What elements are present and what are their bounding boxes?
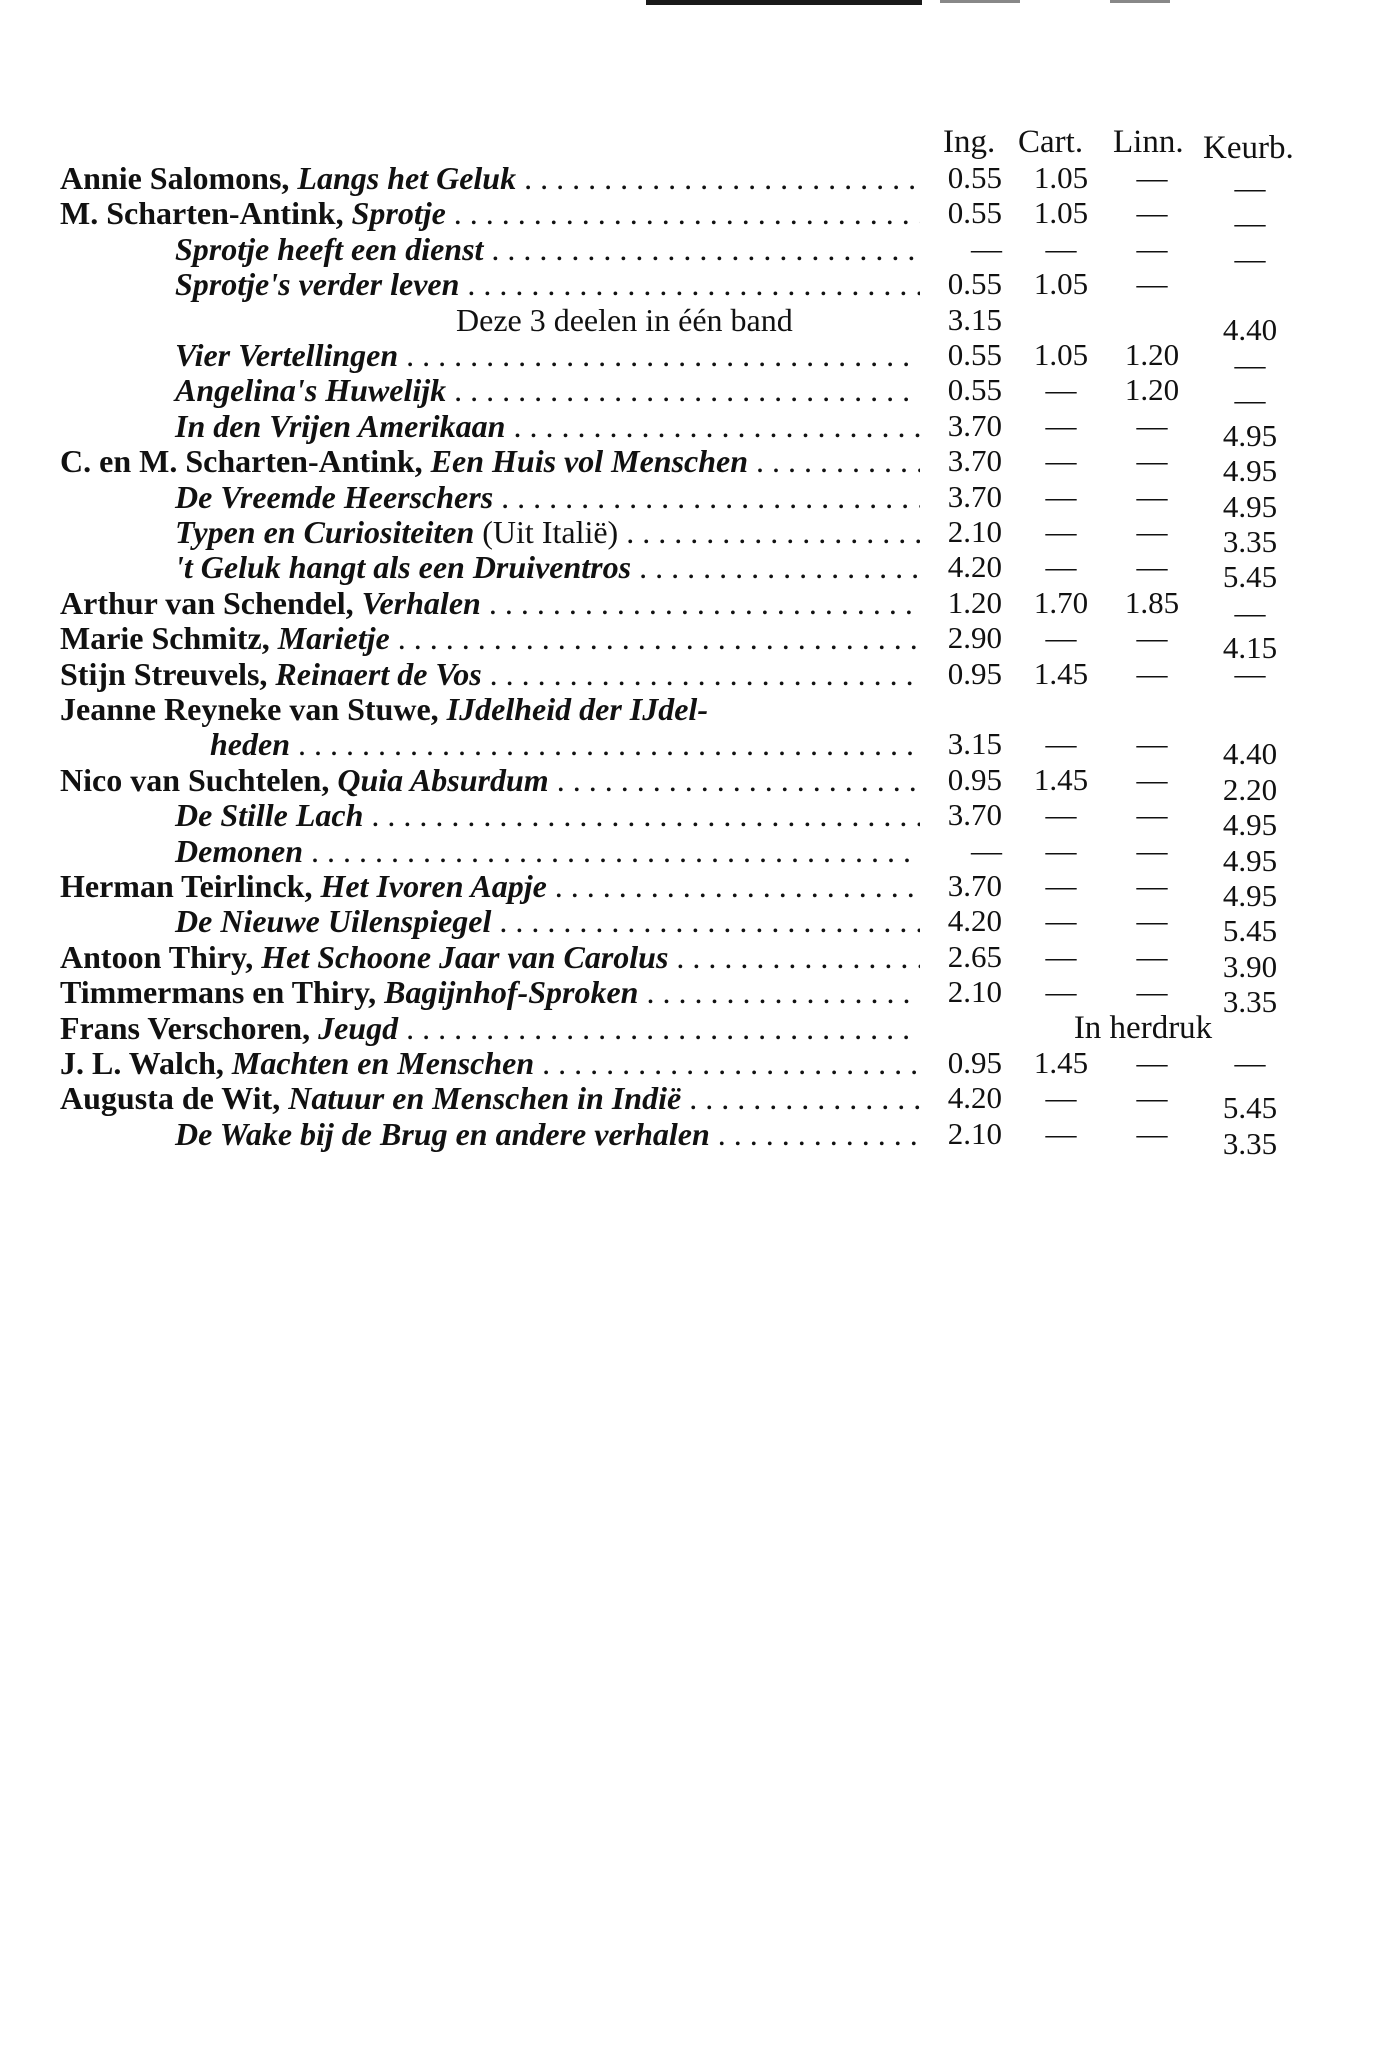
book-title: Angelina's Huwelijk [175,372,447,409]
price-linn: — [1136,549,1168,585]
dot-leader [549,762,920,798]
price-linn: — [1136,1115,1168,1151]
catalog-row [60,337,1360,382]
catalog-row [60,443,1360,489]
book-title: De Vreemde Heerschers [175,478,494,515]
price-linn: — [1136,478,1168,514]
dot-leader [710,1116,920,1152]
dot-leader [491,903,920,939]
price-cart: — [1045,372,1077,408]
entry-text [60,337,920,373]
catalog-row [60,407,1360,453]
price-linn: — [1136,938,1168,974]
price-ing: 4.20 [947,1080,1002,1116]
book-title: In den Vrijen Amerikaan [175,407,506,444]
price-keurb: 3.90 [1222,948,1278,984]
price-keurb: — [1234,347,1266,382]
price-linn: — [1136,832,1168,868]
entry-text [60,195,920,231]
price-ing: 1.20 [947,584,1002,620]
price-keurb: 4.40 [1222,736,1278,772]
price-linn: — [1136,868,1168,903]
dot-leader [638,974,920,1010]
price-ing: 3.70 [947,407,1002,443]
price-cart: — [1045,1080,1077,1116]
dot-leader [547,868,920,904]
dot-leader [481,585,920,621]
price-ing: 0.55 [947,160,1002,195]
price-cart: — [1045,726,1077,762]
book-title: IJdelheid der IJdel- [446,691,708,727]
dot-leader [516,160,920,196]
price-cart: — [1045,938,1077,974]
book-title: Verhalen [361,584,481,621]
dot-leader [446,195,920,231]
price-keurb: 4.15 [1222,630,1278,666]
price-ing: 3.70 [947,478,1002,514]
dot-leader [631,549,920,585]
dot-leader [398,337,920,373]
price-cart: — [1045,1115,1077,1151]
price-linn: — [1136,1045,1168,1080]
author-name: Jeanne Reyneke van Stuwe, [60,691,439,727]
price-keurb: 4.95 [1222,842,1278,878]
price-keurb: — [1234,1045,1266,1080]
entry-text [60,974,920,1010]
book-title: Het Schoone Jaar van Carolus [261,938,669,975]
price-ing: 3.15 [947,726,1002,762]
price-cart: — [1045,868,1077,903]
entry-text [60,833,920,869]
dot-leader [483,231,920,267]
price-keurb: 5.45 [1222,913,1278,949]
entry-text [60,266,920,302]
dot-leader [618,514,920,550]
column-header-row [60,124,1360,166]
price-keurb: 5.45 [1222,559,1278,595]
book-title: Natuur en Menschen in Indië [288,1080,682,1117]
author-name: Stijn Streuvels, [60,655,268,692]
author-name: Timmermans en Thiry, [60,974,377,1011]
column-header-linn: Linn. [1113,124,1184,160]
dot-leader [390,620,920,656]
price-cart: — [1045,903,1077,939]
entry-text [60,585,920,621]
book-title: Sprotje's verder leven [175,266,460,303]
catalog-row [60,691,1360,727]
dot-leader [459,266,920,302]
author-name: M. Scharten-Antink, [60,195,344,232]
book-title: Demonen [175,832,303,869]
price-ing: 0.55 [947,195,1002,231]
book-title: Reinaert de Vos [275,655,482,692]
author-name: Nico van Suchtelen, [60,761,330,798]
price-cart: 1.05 [1033,266,1089,302]
price-cart: 1.05 [1033,195,1089,231]
entry-text [60,479,920,515]
price-keurb: 4.95 [1222,417,1278,453]
price-linn: — [1136,1080,1168,1116]
catalog-row [60,974,1360,1020]
price-ing: 2.10 [947,974,1002,1010]
catalog-row [60,832,1360,878]
catalog-row [60,230,1360,276]
book-title: Typen en Curiositeiten [175,514,475,550]
price-cart: 1.05 [1033,160,1089,195]
author-name: Arthur van Schendel, [60,584,354,621]
title-note: (Uit Italië) [482,514,619,550]
catalog-row [60,726,1360,772]
price-ing: 3.70 [947,868,1002,903]
author-name: Augusta de Wit, [60,1080,281,1117]
book-title: 't Geluk hangt als een Druiventros [175,549,632,586]
author-name: Annie Salomons, [60,160,290,196]
price-linn: — [1136,407,1168,443]
entry-text [60,302,920,338]
catalog-row [60,938,1360,984]
author-name: Herman Teirlinck, [60,868,313,904]
dot-leader [668,939,920,975]
catalog-row [60,514,1360,559]
dot-leader [290,726,920,762]
top-rule-fragment [940,0,1020,3]
price-keurb: 4.95 [1222,807,1278,843]
book-title: Jeugd [318,1009,399,1046]
price-cart: — [1045,230,1077,266]
dot-leader [748,443,920,479]
price-cart: — [1045,549,1077,585]
author-name: J. L. Walch, [60,1045,224,1081]
price-ing: 0.55 [947,337,1002,372]
column-header-keurb: Keurb. [1203,130,1294,166]
price-cart: 1.45 [1033,655,1089,691]
catalog-row [60,478,1360,524]
entry-text [60,656,920,692]
price-keurb: 4.95 [1222,878,1278,913]
price-keurb: 2.20 [1222,771,1278,807]
price-linn: — [1136,797,1168,833]
entry-text [60,514,920,550]
price-cart: — [1045,832,1077,868]
entry-text [60,1045,920,1081]
catalog-row [60,372,1360,418]
entry-text [60,868,920,904]
dot-leader [505,408,920,444]
price-cart: — [1045,407,1077,443]
book-title: Het Ivoren Aapje [320,868,547,904]
price-ing: 2.90 [947,620,1002,656]
book-title: De Nieuwe Uilenspiegel [175,903,492,940]
price-keurb: 4.95 [1222,453,1278,489]
price-cart: 1.45 [1033,761,1089,797]
price-cart: 1.70 [1033,584,1089,620]
top-rule-fragment [1110,0,1170,3]
book-title: Marietje [277,620,390,657]
price-linn: — [1136,160,1168,195]
dot-leader [303,833,920,869]
entry-text [60,762,920,798]
column-header-cart: Cart. [1018,124,1084,160]
catalog-row [60,195,1360,241]
price-keurb: 4.40 [1222,311,1278,347]
catalog-row [60,761,1360,807]
book-title: Bagijnhof-Sproken [384,974,639,1011]
catalog-row [60,1080,1360,1126]
entry-text [60,372,920,408]
book-title: Langs het Geluk [297,160,517,196]
price-keurb: 5.45 [1222,1090,1278,1126]
catalog-row [60,549,1360,595]
price-ing: 0.95 [947,1045,1002,1080]
price-linn: — [1136,514,1168,549]
catalog-row [60,868,1360,913]
dot-leader [446,372,920,408]
price-keurb: 3.35 [1222,524,1278,559]
price-cart: — [1045,514,1077,549]
price-linn: 1.85 [1124,584,1180,620]
price-linn: — [1136,266,1168,302]
price-cart: 1.45 [1033,1045,1089,1080]
price-linn: — [1136,761,1168,797]
price-ing: 0.55 [947,372,1002,408]
dot-leader [534,1045,920,1081]
price-linn: — [1136,620,1168,656]
author-name: Frans Verschoren, [60,1009,311,1046]
entry-text [60,726,920,762]
dot-leader [482,656,920,692]
book-title: heden [210,726,290,763]
book-title: Vier Vertellingen [175,337,399,373]
top-rule [646,0,922,5]
catalog-row [60,620,1360,666]
entry-text [60,443,920,479]
price-ing: 4.20 [947,903,1002,939]
price-keurb: 3.35 [1222,984,1278,1020]
book-title: Machten en Menschen [231,1045,535,1081]
book-title: Sprotje [351,195,446,232]
price-keurb: — [1234,240,1266,276]
price-cart: — [1045,620,1077,656]
price-ing: 0.95 [947,761,1002,797]
entry-text [60,903,920,939]
catalog-row [60,160,1360,205]
book-title: De Stille Lach [175,797,364,834]
price-linn: — [1136,195,1168,231]
catalog-row [60,656,1360,692]
price-ing: 2.65 [947,938,1002,974]
book-title: Een Huis vol Menschen [430,443,749,480]
dot-leader [681,1080,920,1116]
book-title: Sprotje heeft een dienst [175,230,484,267]
price-ing: 3.15 [947,301,1002,337]
price-cart: — [1045,797,1077,833]
author-name: C. en M. Scharten-Antink, [60,443,423,480]
entry-text [60,797,920,833]
dot-leader [493,479,920,515]
catalog-row [60,1115,1360,1161]
catalog-row [60,266,1360,302]
entry-text [60,620,920,656]
price-keurb: — [1234,170,1266,205]
price-linn: — [1136,230,1168,266]
catalog-row [60,584,1360,630]
price-linn: 1.20 [1124,372,1180,408]
price-ing: 3.70 [947,443,1002,479]
entry-text [60,549,920,585]
price-keurb: 4.95 [1222,488,1278,524]
price-ing: — [971,230,1002,266]
price-keurb: 3.35 [1222,1125,1278,1161]
book-title: Quia Absurdum [337,761,549,798]
entry-text [60,408,920,444]
book-title: De Wake bij de Brug en andere verhalen [175,1115,710,1152]
price-ing: 4.20 [947,549,1002,585]
price-keurb: — [1234,655,1266,691]
entry-text [60,1080,920,1116]
price-cart: 1.05 [1033,337,1089,372]
price-cart: — [1045,478,1077,514]
price-keurb: — [1234,205,1266,241]
entry-text [60,691,920,727]
price-ing: 2.10 [947,1115,1002,1151]
price-ing: 0.55 [947,266,1002,302]
price-linn: — [1136,443,1168,479]
entry-text [60,1010,920,1046]
catalog-row [60,301,1360,347]
price-keurb: — [1234,382,1266,418]
price-ing: 0.95 [947,655,1002,691]
price-ing: 2.10 [947,514,1002,549]
dot-leader [363,797,920,833]
entry-text [60,160,920,196]
reprint-note: In herdruk [1073,1009,1213,1046]
price-ing: — [971,832,1002,868]
catalog-row [60,1010,1360,1046]
entry-text [60,1116,920,1152]
combined-volume-note: Deze 3 deelen in één band [456,301,793,338]
dot-leader [398,1010,920,1046]
price-linn: — [1136,655,1168,691]
column-header-ing: Ing. [943,124,996,160]
price-linn: — [1136,726,1168,762]
price-linn: — [1136,974,1168,1010]
author-name: Marie Schmitz, [60,620,270,657]
catalog-row [60,903,1360,949]
price-keurb: — [1234,594,1266,630]
price-linn: 1.20 [1124,337,1180,372]
entry-text [60,939,920,975]
price-ing: 3.70 [947,797,1002,833]
author-name: Antoon Thiry, [60,938,254,975]
catalog-row [60,797,1360,843]
price-cart: — [1045,443,1077,479]
price-cart: — [1045,974,1077,1010]
entry-text [60,231,920,267]
catalog-row [60,1045,1360,1081]
price-linn: — [1136,903,1168,939]
